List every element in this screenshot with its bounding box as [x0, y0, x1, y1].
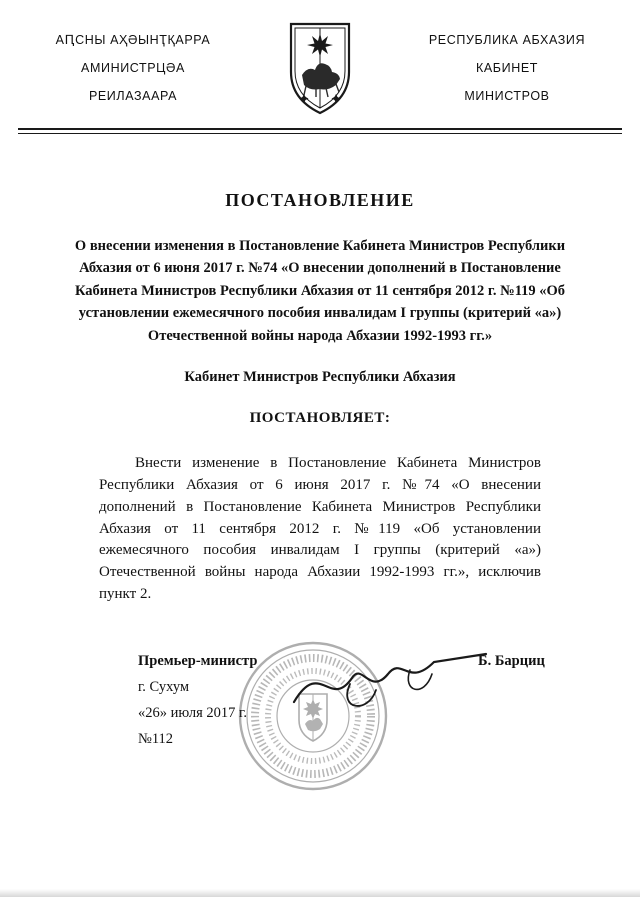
header-left-column [28, 20, 238, 110]
document-title: ПОСТАНОВЛЕНИЕ [225, 190, 415, 210]
header-right-line-3: МИНИСТРОВ [464, 89, 550, 104]
signer-position: Премьер-министр [138, 652, 258, 669]
document-body-paragraph: Внести изменение в Постановление Кабинета Министров Республики Абхазия от 6 июня 2017 г. №74 «О внесении дополнений в Постановление Кабинета Министров Республики Абхазия от 11 сентября 2012 г. №119 «Об установлении ежемесячного пособия инвалидам I группы (критерий «а») Отечественной войны народа Абхазии 1992-1993 гг.», исключив пункт 2. [99, 455, 541, 602]
header-left-line-3: РЕИЛАЗААРА [88, 89, 178, 104]
coat-of-arms-icon [284, 20, 356, 118]
document-number: №112 [138, 730, 174, 747]
signature-city: г. Сухум [138, 678, 190, 695]
header-right-line-2: КАБИНЕТ [475, 61, 538, 76]
header-divider [18, 128, 622, 134]
document-subject: О внесении изменения в Постановление Кабинета Министров Республики Абхазия от 6 июня 2017 г. №74 «О внесении дополнений в Постановление Кабинета Министров Республики Абхазия от 11 сентября 2012 г. №119 «Об установлении ежемесячного пособия инвалидам I группы (критерий «а») Отечественной войны народа Абхазии 1992-1993 гг.» [74, 238, 566, 344]
signature-area [0, 648, 640, 838]
document-resolves: ПОСТАНОВЛЯЕТ: [249, 410, 391, 427]
header-left-line-1: АԤСНЫ АҲӘЫНҬҚАРРА [55, 33, 211, 47]
header-right-line-1: РЕСПУБЛИКА АБХАЗИЯ [428, 33, 586, 47]
signature-date: «26» июля 2017 г. [138, 704, 247, 721]
header-left-line-2: АМИНИСТРЦӘА [81, 61, 185, 76]
signer-name: Б. Барциц [478, 652, 545, 669]
document-issuer: Кабинет Министров Республики Абхазия [184, 369, 456, 386]
emblem-container [280, 20, 360, 118]
document-header [0, 0, 640, 118]
header-right-column [402, 20, 612, 110]
signature-scrawl [290, 644, 500, 724]
page-bottom-edge [0, 889, 640, 897]
